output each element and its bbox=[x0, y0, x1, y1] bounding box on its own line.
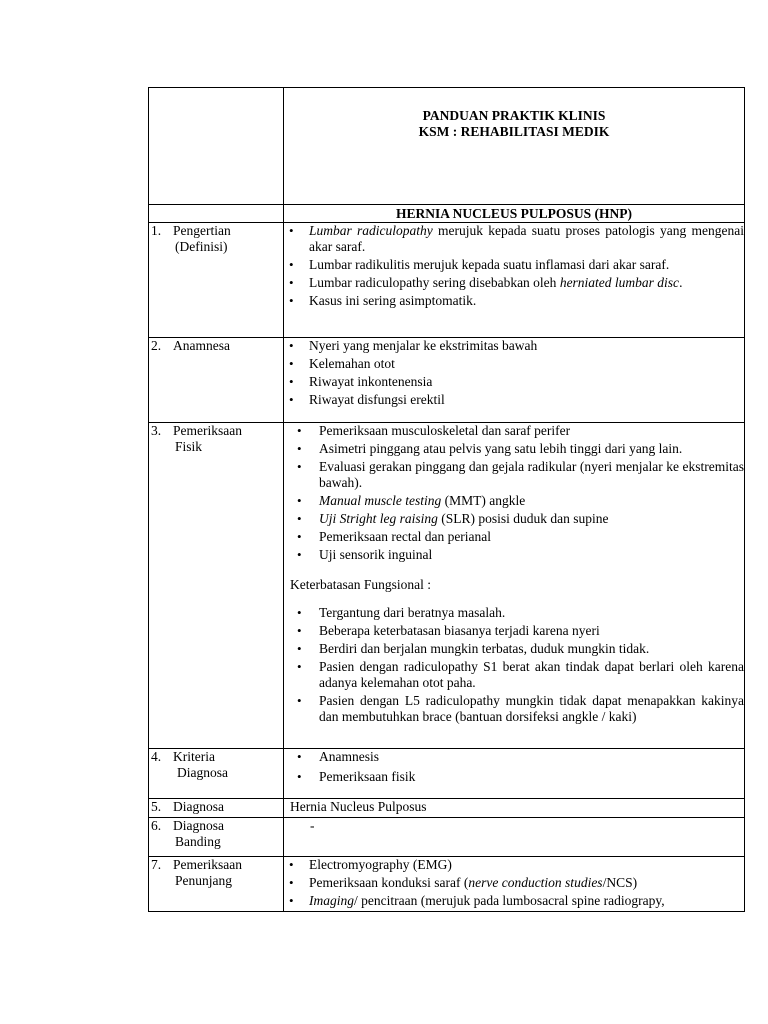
list-item: • Tergantung dari beratnya masalah. bbox=[284, 605, 744, 621]
list-item: • Pasien dengan L5 radiculopathy mungkin tidak dapat menapakkan kakinya dan membutuhkan brace (bantuan dorsifeksi angkle / kaki) bbox=[284, 693, 744, 725]
list-item: • Pemeriksaan rectal dan perianal bbox=[284, 529, 744, 545]
list-item: • Lumbar radiculopathy merujuk kepada suatu proses patologis yang mengenai akar saraf. bbox=[284, 223, 744, 255]
list-item: • Pemeriksaan musculoskeletal dan saraf perifer bbox=[284, 423, 744, 439]
row-pemeriksaan-fisik bbox=[149, 423, 745, 749]
section-label-sub: Fisik bbox=[175, 439, 203, 454]
content-cell-banding bbox=[284, 818, 745, 857]
list-item: • Uji sensorik inguinal bbox=[284, 547, 744, 563]
kriteria-list bbox=[284, 749, 744, 785]
title-left-cell bbox=[149, 205, 284, 223]
label-cell-fisik bbox=[149, 423, 284, 749]
section-number: 1. bbox=[151, 223, 162, 238]
list-item: • Lumbar radikulitis merujuk kepada suatu inflamasi dari akar saraf. bbox=[284, 257, 744, 273]
section-label-sub: Banding bbox=[175, 834, 221, 849]
section-label-sub: (Definisi) bbox=[175, 239, 228, 254]
row-definisi bbox=[149, 223, 745, 338]
list-item: • Electromyography (EMG) bbox=[284, 857, 744, 873]
section-number: 2. bbox=[151, 338, 162, 353]
section-number: 7. bbox=[151, 857, 162, 872]
row-kriteria-diagnosa bbox=[149, 749, 745, 799]
section-label: Pemeriksaan bbox=[173, 423, 242, 438]
section-number: 5. bbox=[151, 799, 162, 814]
sub-heading: Keterbatasan Fungsional : bbox=[290, 577, 431, 592]
section-label: Anamnesa bbox=[173, 338, 230, 353]
logo-cell bbox=[149, 88, 284, 205]
document-header bbox=[284, 88, 745, 205]
content-cell-diagnosa bbox=[284, 799, 745, 818]
content-cell-penunjang bbox=[284, 857, 745, 912]
list-item: • Pemeriksaan fisik bbox=[284, 769, 744, 785]
list-item: • Beberapa keterbatasan biasanya terjadi karena nyeri bbox=[284, 623, 744, 639]
section-label: Diagnosa bbox=[173, 818, 224, 833]
document-title: HERNIA NUCLEUS PULPOSUS (HNP) bbox=[284, 205, 745, 223]
section-label: Kriteria bbox=[173, 749, 215, 764]
penunjang-list bbox=[284, 857, 744, 909]
label-cell-penunjang bbox=[149, 857, 284, 912]
definisi-list bbox=[284, 223, 744, 309]
keterbatasan-list bbox=[284, 605, 744, 725]
content-cell-kriteria bbox=[284, 749, 745, 799]
list-item: • Kelemahan otot bbox=[284, 356, 744, 372]
header-line-1: PANDUAN PRAKTIK KLINIS bbox=[422, 108, 606, 123]
content-cell-fisik bbox=[284, 423, 745, 749]
list-item: • Evaluasi gerakan pinggang dan gejala radikular (nyeri menjalar ke ekstremitas bawah). bbox=[284, 459, 744, 491]
list-item: • Riwayat disfungsi erektil bbox=[284, 392, 744, 408]
row-diagnosa bbox=[149, 799, 745, 818]
label-cell-diagnosa bbox=[149, 799, 284, 818]
diagnosa-value: Hernia Nucleus Pulposus bbox=[290, 799, 427, 814]
list-item: • Pasien dengan radiculopathy S1 berat akan tindak dapat berlari oleh karena adanya kelemahan otot paha. bbox=[284, 659, 744, 691]
list-item: • Anamnesis bbox=[284, 749, 744, 765]
label-cell-kriteria bbox=[149, 749, 284, 799]
list-item: • Lumbar radiculopathy sering disebabkan oleh herniated lumbar disc. bbox=[284, 275, 744, 291]
anamnesa-list bbox=[284, 338, 744, 408]
label-cell-anamnesa bbox=[149, 338, 284, 423]
title-row bbox=[149, 205, 745, 223]
row-diagnosa-banding bbox=[149, 818, 745, 857]
content-cell-definisi bbox=[284, 223, 745, 338]
section-number: 6. bbox=[151, 818, 162, 833]
list-item: • Uji Stright leg raising (SLR) posisi duduk dan supine bbox=[284, 511, 744, 527]
section-label: Diagnosa bbox=[173, 799, 224, 814]
section-number: 3. bbox=[151, 423, 162, 438]
list-item: • Nyeri yang menjalar ke ekstrimitas bawah bbox=[284, 338, 744, 354]
row-anamnesa bbox=[149, 338, 745, 423]
label-cell-banding bbox=[149, 818, 284, 857]
section-number: 4. bbox=[151, 749, 162, 764]
fisik-list bbox=[284, 423, 744, 563]
header-row bbox=[149, 88, 745, 205]
list-item: • Riwayat inkontenensia bbox=[284, 374, 744, 390]
section-label-sub: Penunjang bbox=[175, 873, 232, 888]
header-line-2: KSM : REHABILITASI MEDIK bbox=[418, 124, 610, 139]
list-item: • Pemeriksaan konduksi saraf (nerve conduction studies/NCS) bbox=[284, 875, 744, 891]
section-label-sub: Diagnosa bbox=[177, 765, 228, 780]
section-label: Pengertian bbox=[173, 223, 231, 238]
list-item: • Manual muscle testing (MMT) angkle bbox=[284, 493, 744, 509]
section-label: Pemeriksaan bbox=[173, 857, 242, 872]
guideline-table bbox=[148, 87, 745, 912]
list-item: • Kasus ini sering asimptomatik. bbox=[284, 293, 744, 309]
content-cell-anamnesa bbox=[284, 338, 745, 423]
banding-value: - bbox=[310, 818, 315, 833]
row-pemeriksaan-penunjang bbox=[149, 857, 745, 912]
list-item: • Berdiri dan berjalan mungkin terbatas, duduk mungkin tidak. bbox=[284, 641, 744, 657]
list-item: • Imaging/ pencitraan (merujuk pada lumbosacral spine radiograpy, bbox=[284, 893, 744, 909]
label-cell-definisi bbox=[149, 223, 284, 338]
list-item: • Asimetri pinggang atau pelvis yang satu lebih tinggi dari yang lain. bbox=[284, 441, 744, 457]
